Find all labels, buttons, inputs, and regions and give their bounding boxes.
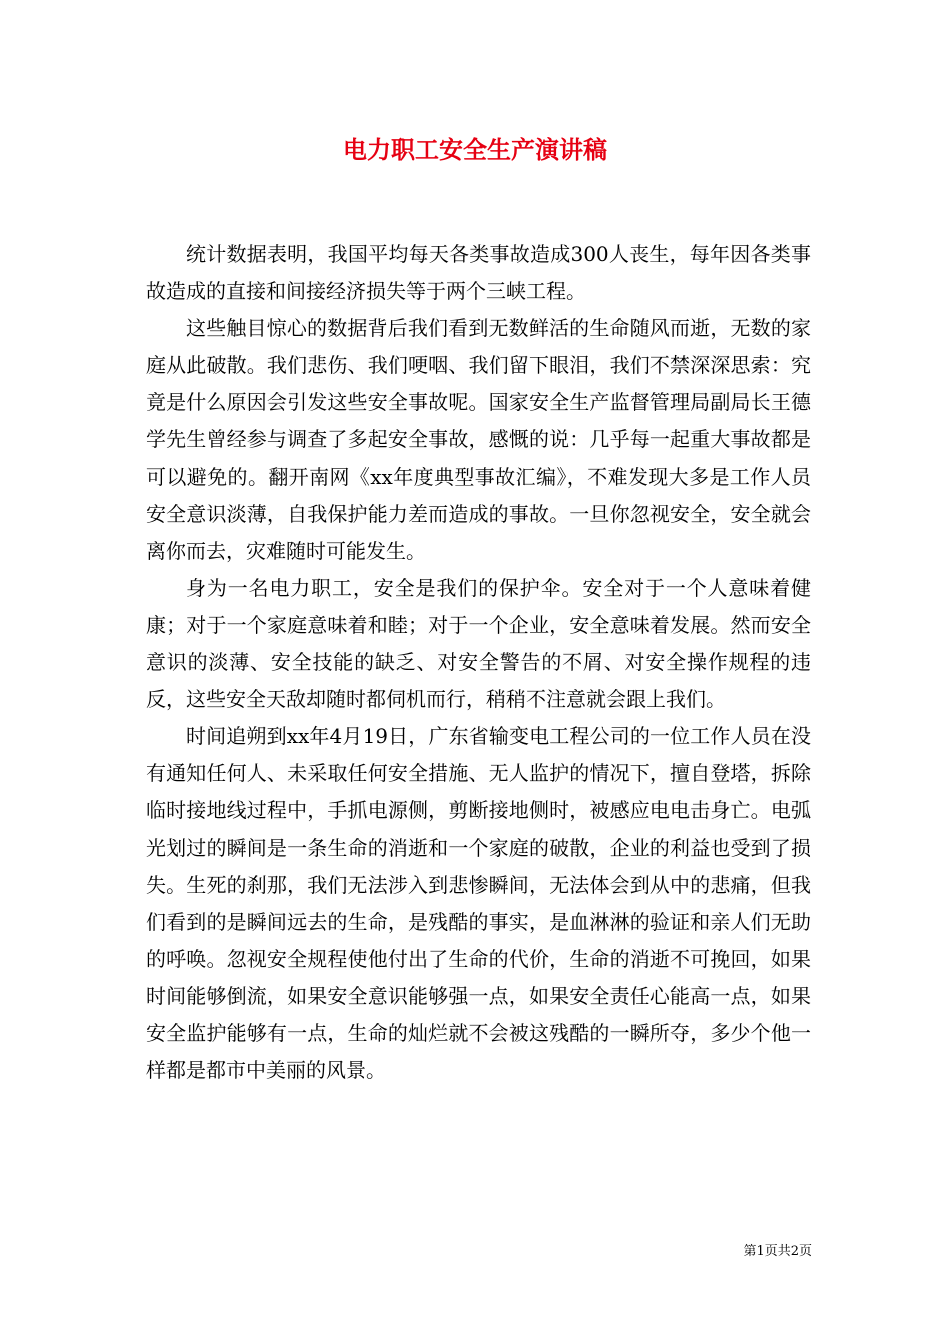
paragraph-4: 时间追朔到xx年4月19日，广东省输变电工程公司的一位工作人员在没有通知任何人、未采取任何安全措施、无人监护的情况下，擅自登塔，拆除临时接地线过程中，手抓电源侧，剪断接地侧时，被感应电电击身亡。电弧光划过的瞬间是一条生命的消逝和一个家庭的破散，企业的利益也受到了损失。生死的刹那，我们无法涉入到悲惨瞬间，无法体会到从中的悲痛，但我们看到的是瞬间远去的生命，是残酷的事实，是血淋淋的验证和亲人们无助的呼唤。忽视安全规程使他付出了生命的代价，生命的消逝不可挽回，如果时间能够倒流，如果安全意识能够强一点，如果安全责任心能高一点，如果安全监护能够有一点，生命的灿烂就不会被这残酷的一瞬所夺，多少个他一样都是都市中美丽的风景。 (146, 724, 811, 1083)
paragraph-2: 这些触目惊心的数据背后我们看到无数鲜活的生命随风而逝，无数的家庭从此破散。我们悲伤、我们哽咽、我们留下眼泪，我们不禁深深思索：究竟是什么原因会引发这些安全事故呢。国家安全生产监督管理局副局长王德学先生曾经参与调查了多起安全事故，感慨的说：几乎每一起重大事故都是可以避免的。翻开南网《xx年度典型事故汇编》，不难发现大多是工作人员安全意识淡薄，自我保护能力差而造成的事故。一旦你忽视安全，安全就会离你而去，灾难随时可能发生。 (146, 316, 811, 563)
page-number: 第1页共2页 (743, 1244, 812, 1259)
document-title: 电力职工安全生产演讲稿 (343, 135, 607, 164)
paragraph-3: 身为一名电力职工，安全是我们的保护伞。安全对于一个人意味着健康；对于一个家庭意味着和睦；对于一个企业，安全意味着发展。然而安全意识的淡薄、安全技能的缺乏、对安全警告的不屑、对安全操作规程的违反，这些安全天敌却随时都伺机而行，稍稍不注意就会跟上我们。 (146, 575, 811, 712)
paragraph-1: 统计数据表明，我国平均每天各类事故造成300人丧生，每年因各类事故造成的直接和间接经济损失等于两个三峡工程。 (146, 242, 811, 304)
document-body (146, 236, 811, 1089)
